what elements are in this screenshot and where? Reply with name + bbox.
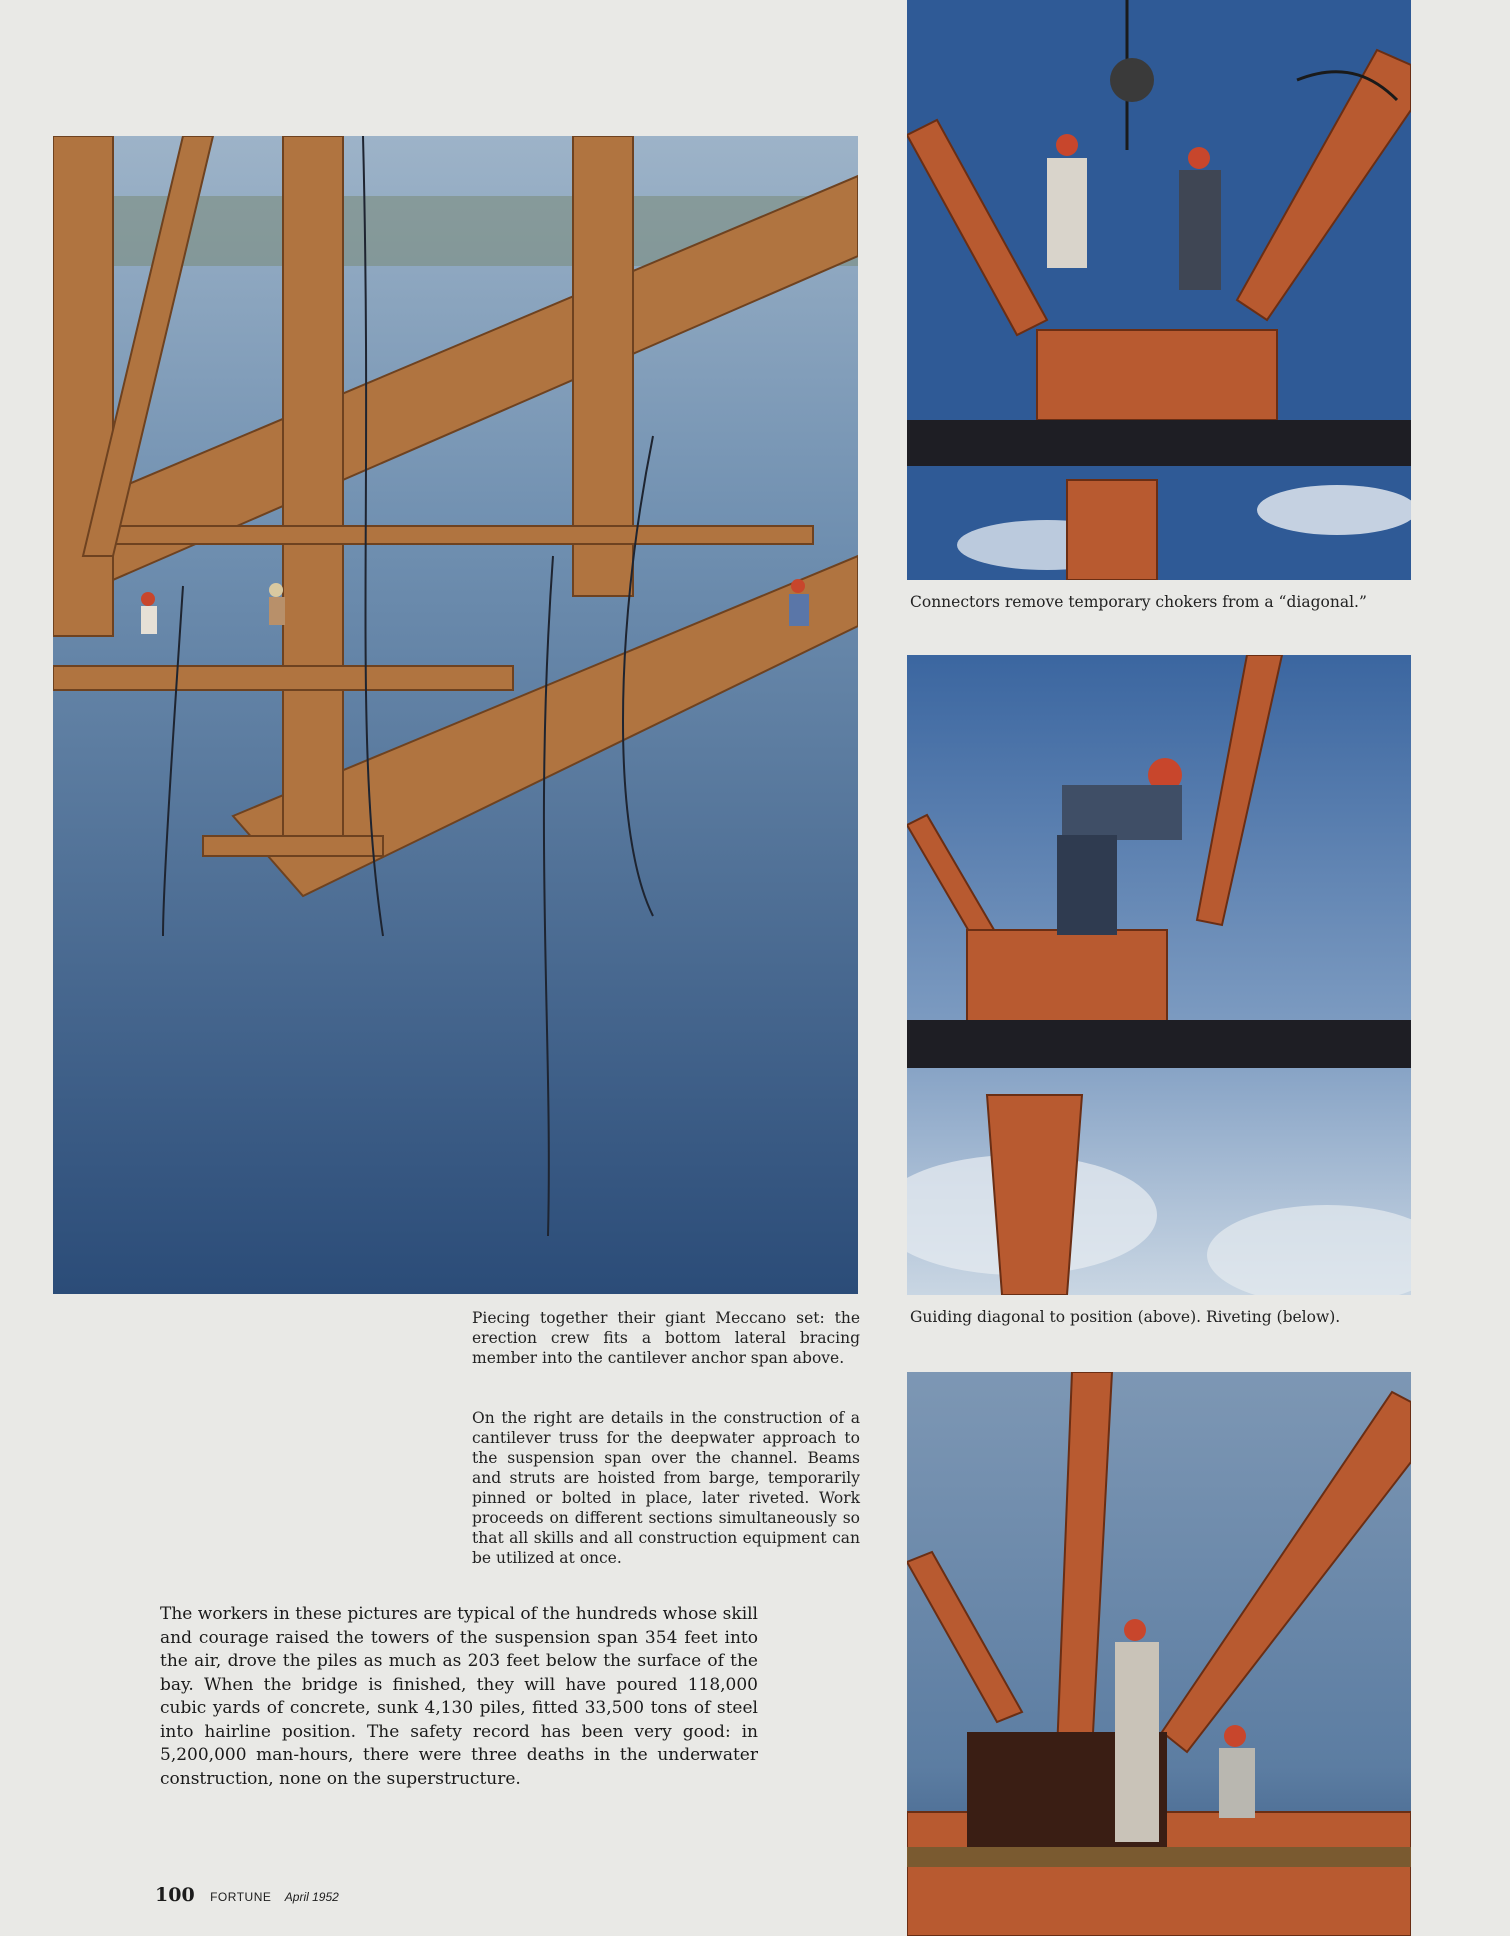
- workers-paragraph: The workers in these pictures are typical of the hundreds whose skill and courage raised the towers of the suspension span 354 feet into the air, drove the piles as much as 203 feet below the surface of the bay. When the bridge is finished, they will have poured 118,000 cubic yards of concrete, sunk 4,130 piles, fitted 33,500 tons of steel into hairline position. The safety record has been very good: in 5,200,000 man-hours, there were three deaths in the underwater construction, none on the superstructure.: [160, 1604, 758, 1789]
- connectors-photo: [907, 0, 1411, 580]
- main-bridge-photo: [53, 136, 858, 1294]
- magazine-name: FORTUNE: [210, 1890, 272, 1904]
- page-footer: [155, 1884, 339, 1906]
- issue-date: April 1952: [284, 1890, 339, 1904]
- caption-guiding-riveting: Guiding diagonal to position (above). Riveting (below).: [910, 1308, 1341, 1326]
- guiding-diagonal-photo: [907, 655, 1411, 1295]
- details-paragraph: On the right are details in the construction of a cantilever truss for the deepwater approach to the suspension span over the channel. Beams and struts are hoisted from barge, temporarily pinned or bolted in place, later riveted. Work proceeds on different sections simultaneously so that all skills and all construction equipment can be utilized at once.: [472, 1409, 860, 1567]
- caption-connectors: Connectors remove temporary chokers from a “diagonal.”: [910, 593, 1367, 611]
- caption-main-photo: Piecing together their giant Meccano set: the erection crew fits a bottom lateral bracing member into the cantilever anchor span above.: [472, 1309, 860, 1367]
- page-number: 100: [155, 1884, 195, 1906]
- riveting-photo: [907, 1372, 1411, 1936]
